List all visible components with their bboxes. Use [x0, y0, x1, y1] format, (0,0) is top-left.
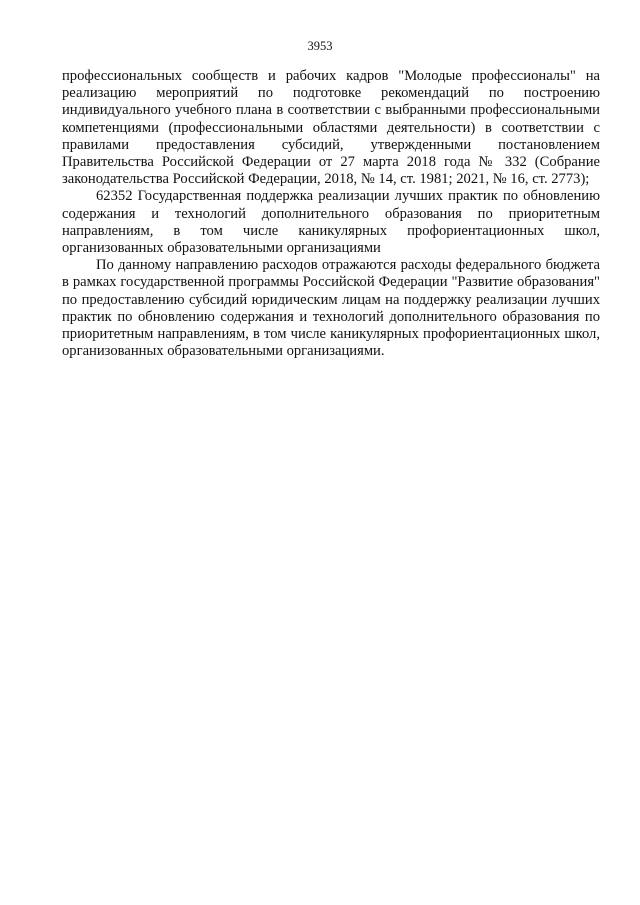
paragraph-expenditure-description: По данному направлению расходов отражаются расходы федерального бюджета в рамках государственной программы Российской Федерации "Развитие образования" по предоставлению субсидий юридическим лицам на поддержку реализации лучших практик по обновлению содержания и технологий дополнительного образования по приоритетным направлениям, в том числе каникулярных профориентационных школ, организованных образовательными организациями. — [62, 257, 600, 360]
paragraph-continuation: профессиональных сообществ и рабочих кадров "Молодые профессионалы" на реализацию мероприятий по подготовке рекомендаций по построению индивидуального учебного плана в соответствии с выбранными профессиональными компетенциями (профессиональными областями деятельности) в соответствии с правилами предоставления субсидий, утвержденными постановлением Правительства Российской Федерации от 27 марта 2018 года № 332 (Собрание законодательства Российской Федерации, 2018, № 14, ст. 1981; 2021, № 16, ст. 2773); — [62, 68, 600, 188]
paragraph-code-62352: 62352 Государственная поддержка реализации лучших практик по обновлению содержания и технологий дополнительного образования по приоритетным направлениям, в том числе каникулярных профориентационных школ, организованных образовательными организациями — [62, 188, 600, 257]
document-body — [62, 68, 600, 360]
page-number: 3953 — [307, 39, 333, 53]
